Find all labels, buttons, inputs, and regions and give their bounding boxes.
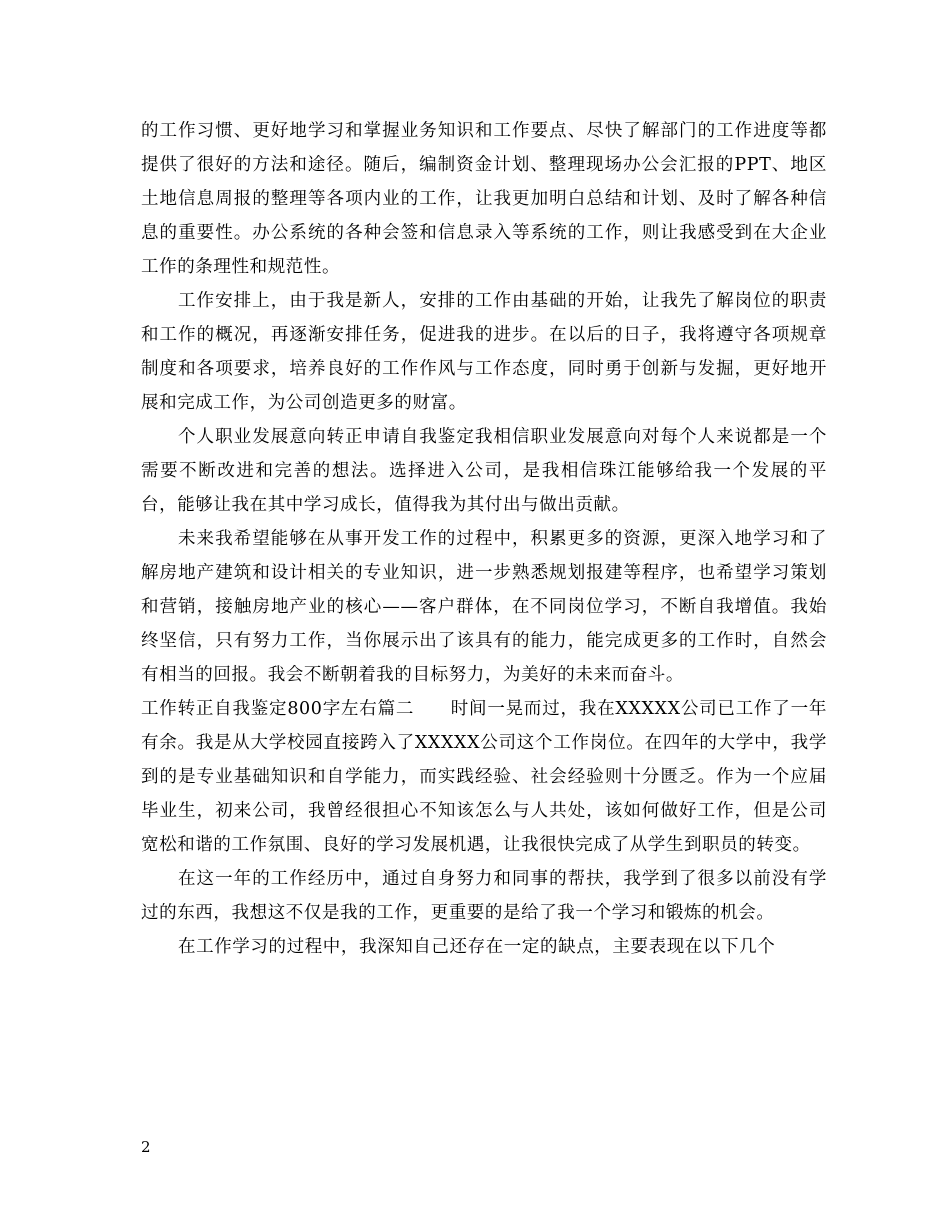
paragraph-1: 的工作习惯、更好地学习和掌握业务知识和工作要点、尽快了解部门的工作进度等都提供了很好的方法和途径。随后，编制资金计划、整理现场办公会汇报的PPT、地区土地信息周报的整理等各项内业的工作，让我更加明白总结和计划、及时了解各种信息的重要性。办公系统的各种会签和信息录入等系统的工作，则让我感受到在大企业工作的条理性和规范性。: [141, 121, 827, 277]
paragraph-5: 工作转正自我鉴定800字左右篇二 时间一晃而过，我在XXXXX公司已工作了一年有余。我是从大学校园直接跨入了XXXXX公司这个工作岗位。在四年的大学中，我学到的是专业基础知识和自学能力，而实践经验、社会经验则十分匮乏。作为一个应届毕业生，初来公司，我曾经很担心不知该怎么与人共处，该如何做好工作，但是公司宽松和谐的工作氛围、良好的学习发展机遇，让我很快完成了从学生到职员的转变。: [141, 699, 827, 855]
document-body: [141, 114, 827, 964]
paragraph-6: 在这一年的工作经历中，通过自身努力和同事的帮扶，我学到了很多以前没有学过的东西，我想这不仅是我的工作，更重要的是给了我一个学习和锻炼的机会。: [141, 869, 827, 923]
paragraph-2: 工作安排上，由于我是新人，安排的工作由基础的开始，让我先了解岗位的职责和工作的概况，再逐渐安排任务，促进我的进步。在以后的日子，我将遵守各项规章制度和各项要求，培养良好的工作作风与工作态度，同时勇于创新与发掘，更好地开展和完成工作，为公司创造更多的财富。: [141, 291, 827, 413]
paragraph-3: 个人职业发展意向转正申请自我鉴定我相信职业发展意向对每个人来说都是一个需要不断改进和完善的想法。选择进入公司，是我相信珠江能够给我一个发展的平台，能够让我在其中学习成长，值得我为其付出与做出贡献。: [141, 427, 827, 515]
paragraph-4: 未来我希望能够在从事开发工作的过程中，积累更多的资源，更深入地学习和了解房地产建筑和设计相关的专业知识，进一步熟悉规划报建等程序，也希望学习策划和营销，接触房地产业的核心——客户群体，在不同岗位学习，不断自我增值。我始终坚信，只有努力工作，当你展示出了该具有的能力，能完成更多的工作时，自然会有相当的回报。我会不断朝着我的目标努力，为美好的未来而奋斗。: [141, 529, 827, 685]
page-number: 2: [141, 1138, 151, 1156]
paragraph-7: 在工作学习的过程中，我深知自己还存在一定的缺点，主要表现在以下几个: [178, 937, 776, 957]
